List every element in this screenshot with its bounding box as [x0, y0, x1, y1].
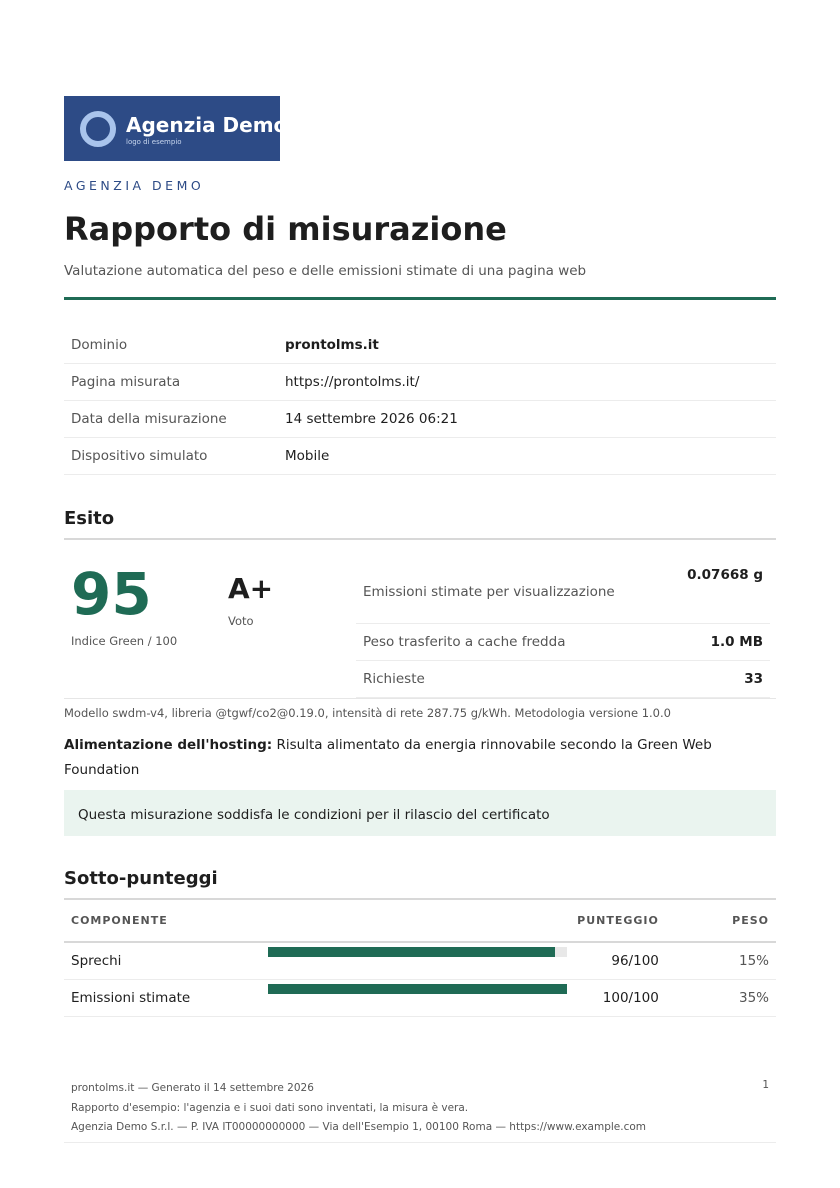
component-name: Sprechi	[64, 942, 254, 980]
footer-company: Agenzia Demo S.r.l. — P. IVA IT00000000000 — Via dell'Esempio 1, 00100 Roma — https://www.example.com	[71, 1121, 647, 1133]
footer-rule	[64, 1142, 776, 1143]
stat-label: Peso trasferito a cache fredda	[356, 624, 630, 661]
stat-value: 33	[630, 661, 770, 698]
meta-key: Pagina misurata	[64, 364, 278, 401]
esito-divider	[64, 698, 776, 699]
page-footer	[64, 1079, 776, 1143]
footer-disclaimer: Rapporto d'esempio: l'agenzia e i suoi dati sono inventati, la misura è vera.	[71, 1101, 469, 1114]
column-header-weight: PESO	[666, 914, 776, 942]
column-header-component: COMPONENTE	[64, 914, 254, 942]
score-bar-fill	[268, 947, 555, 957]
esito-heading: Esito	[64, 508, 115, 529]
subscores-header-row	[64, 914, 776, 942]
meta-value: prontolms.it	[278, 327, 776, 364]
certificate-banner: Questa misurazione soddisfa le condizioni per il rilascio del certificato	[64, 790, 776, 836]
esito-summary	[64, 540, 776, 698]
agency-label: AGENZIA DEMO	[64, 178, 205, 193]
score-bar-track	[268, 984, 567, 994]
subscores-heading: Sotto-punteggi	[64, 868, 218, 889]
page-title: Rapporto di misurazione	[64, 210, 507, 248]
grade-label: Voto	[228, 614, 254, 628]
stat-row-emissions	[356, 562, 770, 624]
component-score: 100/100	[563, 980, 666, 1017]
score-bar-fill	[268, 984, 567, 994]
green-score-label: Indice Green / 100	[71, 634, 178, 648]
meta-value: https://prontolms.it/	[278, 364, 776, 401]
meta-row-device	[64, 438, 776, 475]
logo-ring-icon	[80, 111, 116, 147]
stat-label: Emissioni stimate per visualizzazione	[356, 562, 630, 624]
score-bar-cell	[254, 942, 563, 980]
meta-row-date	[64, 401, 776, 438]
stat-value: 0.07668 g	[630, 562, 770, 624]
meta-key: Dominio	[64, 327, 278, 364]
meta-row-domain	[64, 327, 776, 364]
component-name: Emissioni stimate	[64, 980, 254, 1017]
grade-value: A+	[228, 572, 274, 605]
component-weight: 35%	[666, 980, 776, 1017]
hosting-label: Alimentazione dell'hosting:	[64, 737, 273, 753]
score-bar-track	[268, 947, 567, 957]
meta-row-page	[64, 364, 776, 401]
title-divider	[64, 297, 776, 300]
column-header-bar	[254, 914, 563, 942]
measurement-meta-table	[64, 327, 776, 475]
esito-section	[64, 508, 776, 540]
model-note: Modello swdm-v4, libreria @tgwf/co2@0.19.0, intensità di rete 287.75 g/kWh. Metodologia versione 1.0.0	[64, 706, 671, 720]
hosting-text: Risulta alimentato da energia rinnovabile secondo la Green Web Foundation	[64, 737, 712, 778]
component-score: 96/100	[563, 942, 666, 980]
meta-key: Data della misurazione	[64, 401, 278, 438]
footer-generated: prontolms.it — Generato il 14 settembre 2026	[71, 1082, 314, 1094]
stat-row-requests	[356, 661, 770, 698]
logo-tagline: logo di esempio	[126, 138, 182, 146]
green-score: 95	[71, 560, 152, 628]
agency-logo	[64, 96, 288, 161]
table-row	[64, 942, 776, 980]
report-page	[64, 96, 776, 1017]
page-subtitle: Valutazione automatica del peso e delle emissioni stimate di una pagina web	[64, 263, 587, 279]
meta-value: Mobile	[278, 438, 776, 475]
table-row	[64, 980, 776, 1017]
subscores-table	[64, 914, 776, 1017]
meta-value: 14 settembre 2026 06:21	[278, 401, 776, 438]
esito-stats-table	[356, 562, 770, 698]
subscores-heading-rule	[64, 898, 776, 900]
stat-value: 1.0 MB	[630, 624, 770, 661]
component-weight: 15%	[666, 942, 776, 980]
meta-key: Dispositivo simulato	[64, 438, 278, 475]
column-header-score: PUNTEGGIO	[563, 914, 666, 942]
score-bar-cell	[254, 980, 563, 1017]
subscores-section	[64, 868, 776, 900]
stat-row-weight	[356, 624, 770, 661]
logo-title: Agenzia Demo	[126, 113, 288, 137]
page-number: 1	[762, 1079, 769, 1091]
hosting-note	[64, 733, 776, 783]
stat-label: Richieste	[356, 661, 630, 698]
